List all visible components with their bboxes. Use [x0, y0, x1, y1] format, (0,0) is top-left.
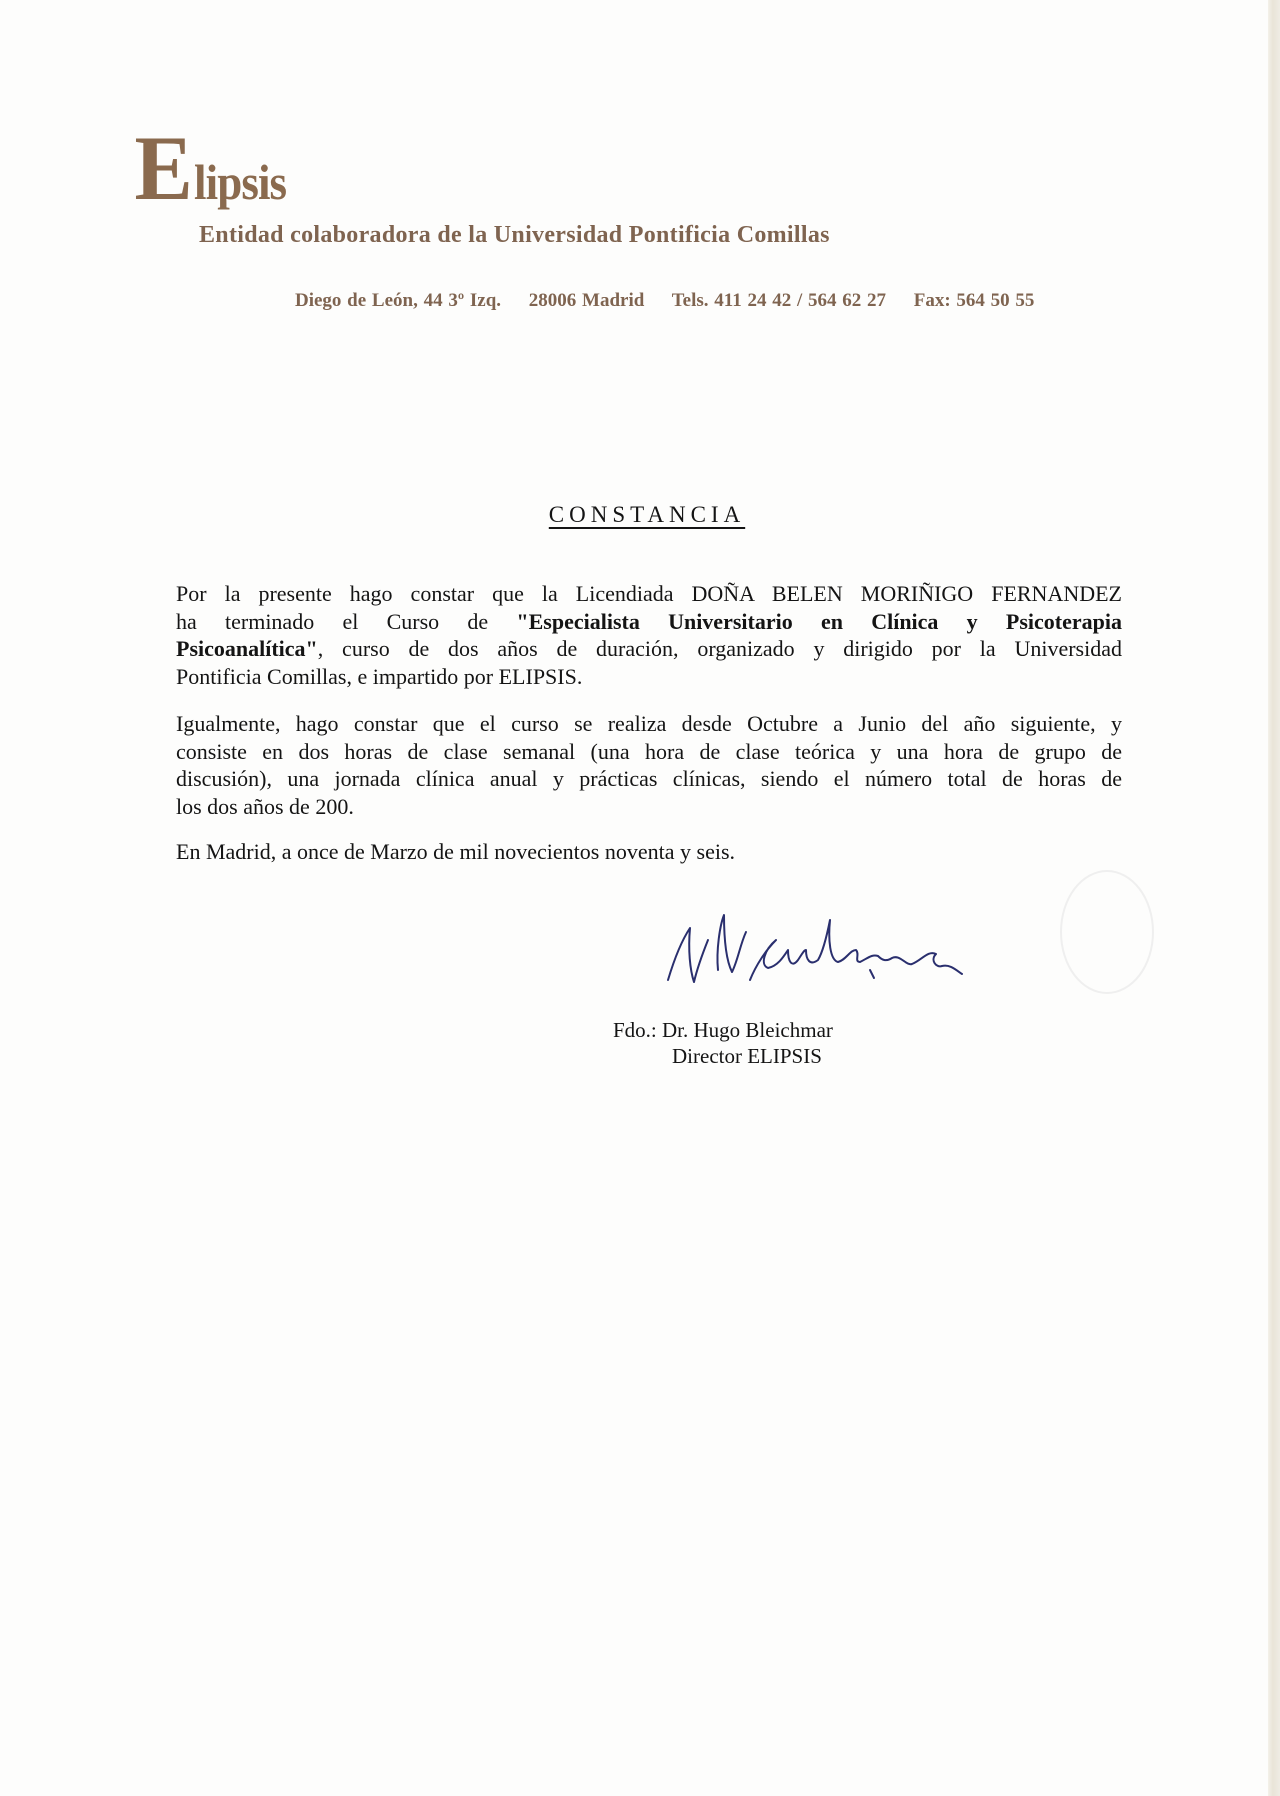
text-line: discusión), una jornada clínica anual y prácticas clínicas, siendo el número total de horas de [176, 766, 1122, 791]
signed-by: Fdo.: Dr. Hugo Bleichmar [613, 1018, 833, 1042]
street-address: Diego de León, 44 3º Izq. [295, 290, 502, 311]
paragraph-3 [176, 838, 1122, 866]
paragraph-1 [176, 580, 1122, 690]
fax-number: Fax: 564 50 55 [913, 290, 1035, 311]
text-span: , curso de dos años de duración, organizado y dirigido por la Universidad [317, 636, 1122, 661]
faint-stamp [1060, 870, 1154, 994]
postal-city: 28006 Madrid [528, 290, 645, 311]
logo-initial: E [134, 117, 193, 219]
text-line: Igualmente, hago constar que el curso se realiza desde Octubre a Junio del año siguiente, y [176, 711, 1122, 736]
text-line: Pontificia Comillas, e impartido por ELIPSIS. [176, 663, 583, 689]
text-line [176, 635, 1122, 663]
document-title: CONSTANCIA [548, 502, 746, 527]
text-line: Por la presente hago constar que la Licendiada DOÑA BELEN MORIÑIGO FERNANDEZ [176, 581, 1122, 606]
text-line: los dos años de 200. [176, 793, 354, 819]
text-span: ha terminado el Curso de [176, 608, 517, 634]
text-line: consiste en dos horas de clase semanal (una hora de clase teórica y una hora de grupo de [176, 738, 1122, 764]
signature-block [613, 1017, 833, 1069]
text-line [176, 608, 1122, 636]
phone-numbers: Tels. 411 24 42 / 564 62 27 [671, 290, 886, 311]
page-edge [1268, 0, 1280, 1796]
tagline: Entidad colaboradora de la Universidad Pontificia Comillas [199, 222, 830, 248]
elipsis-logo [133, 117, 297, 219]
text-line: En Madrid, a once de Marzo de mil novecientos noventa y seis. [176, 839, 736, 864]
logo-text: lipsis [194, 154, 287, 210]
paragraph-2 [176, 710, 1122, 820]
course-name: "Especialista Universitario en Clínica y Psicoterapia [516, 608, 1122, 634]
course-name-end: Psicoanalítica" [176, 636, 318, 661]
handwritten-signature [660, 910, 1030, 1020]
address-line [295, 290, 1056, 312]
signer-role: Director ELIPSIS [672, 1044, 822, 1068]
